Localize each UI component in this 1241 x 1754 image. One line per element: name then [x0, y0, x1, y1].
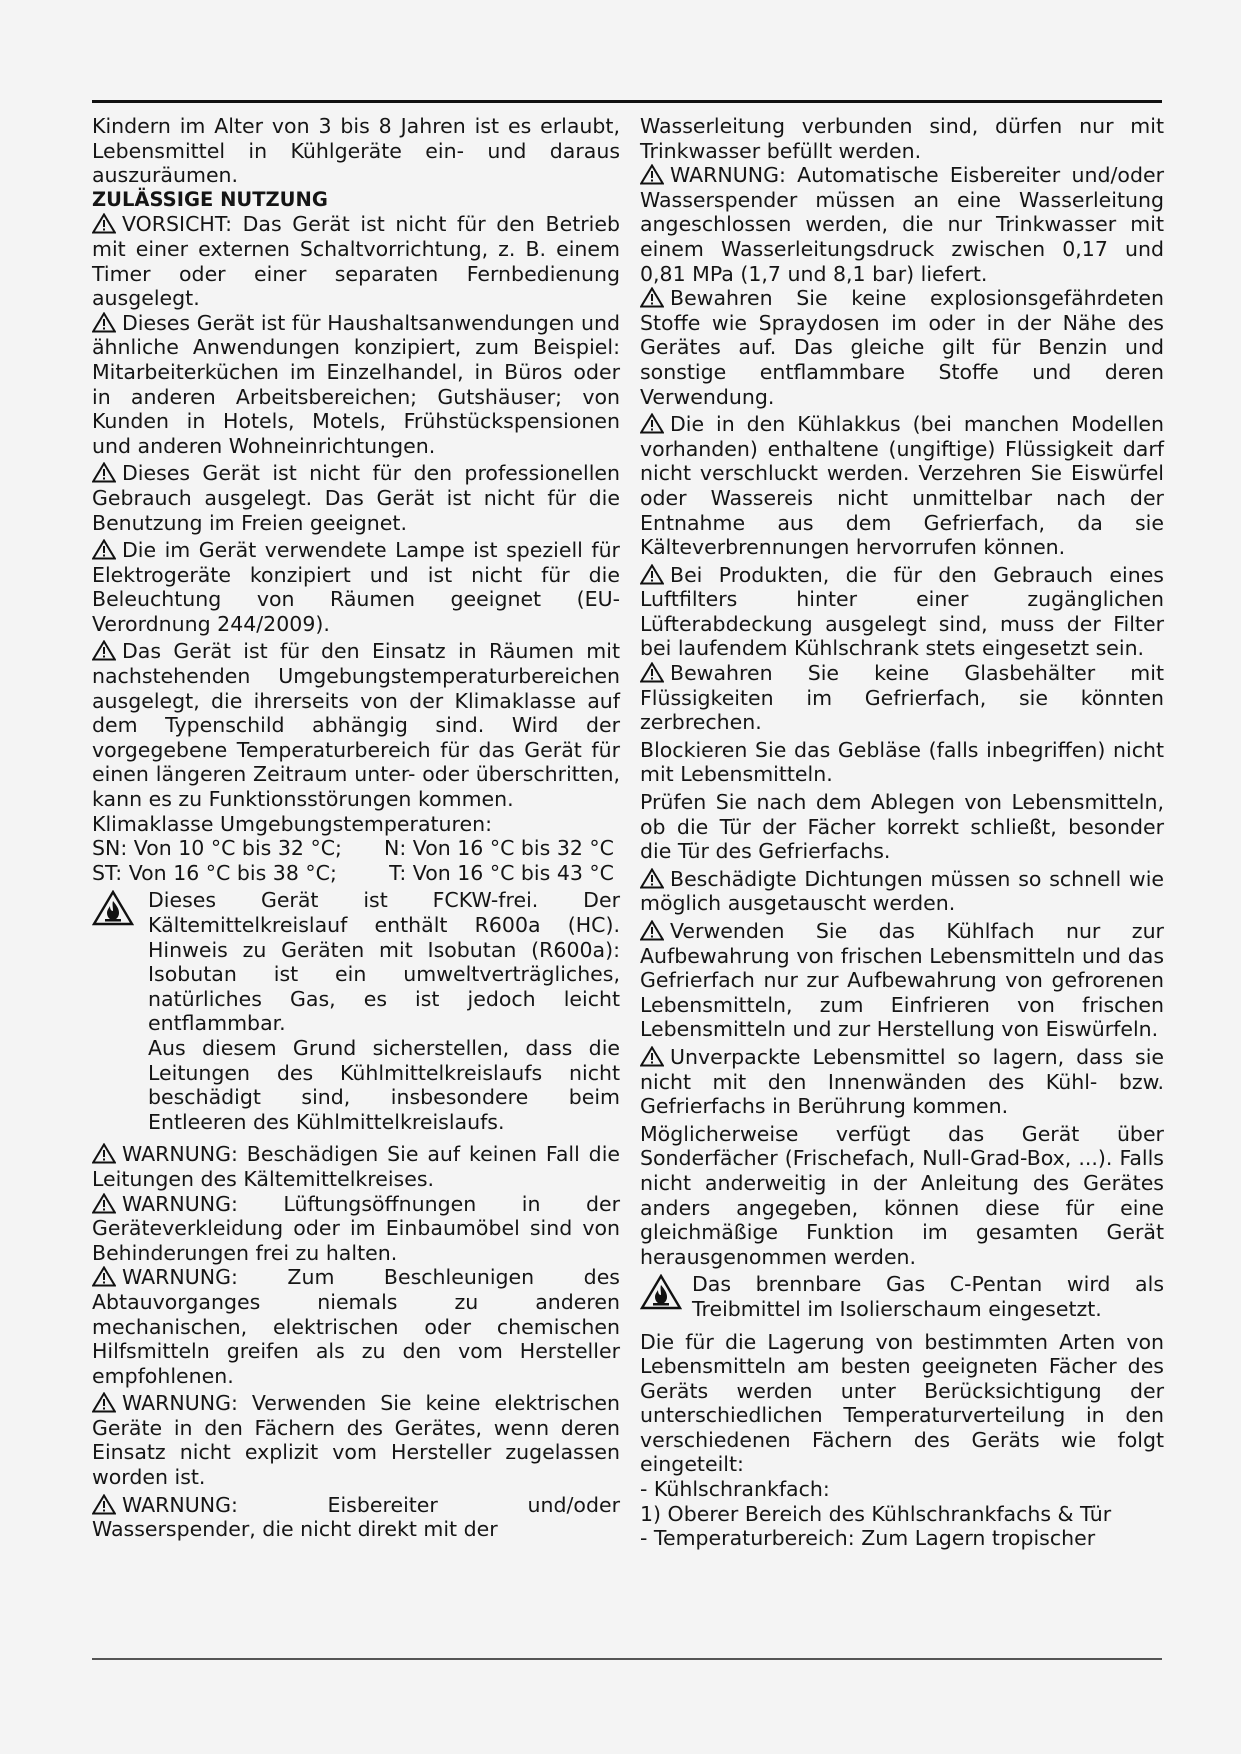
- climate-sn: SN: Von 10 °C bis 32 °C;: [92, 836, 342, 861]
- pentan-text: [692, 1272, 1164, 1321]
- warning-triangle-icon: [92, 1494, 116, 1515]
- pentan-block: [640, 1272, 1164, 1321]
- climate-row-2: [92, 861, 620, 886]
- geblaese-paragraph: Blockieren Sie das Gebläse (falls inbegriffen) nicht mit Lebensmitteln.: [640, 737, 1164, 787]
- glas-paragraph: Bewahren Sie keine Glasbehälter mit Flüssigkeiten im Gefrierfach, sie könnten zerbrechen.: [640, 661, 1164, 735]
- fckw-paragraph-1: Dieses Gerät ist FCKW-frei. Der Kältemittelkreislauf enthält R600a (HC). Hinweis zu Geräten mit Isobutan (R600a): Isobutan ist ein umweltverträgliches, natürliches Gas, es ist jedoch leicht entflammbar.: [148, 888, 620, 1036]
- climate-row-1: [92, 836, 620, 861]
- warnung-automatische-paragraph: WARNUNG: Automatische Eisbereiter und/oder Wasserspender müssen an eine Wasserleitung angeschlossen werden, die nur Trinkwasser mit einem Wasserleitungsdruck zwischen 0,17 und 0,81 MPa (1,7 und 8,1 bar) liefert.: [640, 163, 1164, 286]
- warning-triangle-icon: [92, 462, 116, 483]
- warning-triangle-icon: [92, 312, 116, 333]
- einsatz-paragraph: Das Gerät ist für den Einsatz in Räumen mit nachstehenden Umgebungstemperaturbereichen ausgelegt, die ihrerseits von der Klimaklasse auf dem Typenschild abhängig sind. Wird der vorgegebene Temperaturbereich für das Gerät für einen längeren Zeitraum unter- oder überschritten, kann es zu Funktionsstörungen kommen.: [92, 639, 620, 812]
- warning-triangle-icon: [92, 1193, 116, 1214]
- warning-triangle-icon: [92, 1392, 116, 1413]
- warning-triangle-icon: [92, 539, 116, 560]
- climate-n: N: Von 16 °C bis 32 °C: [384, 836, 614, 861]
- warning-triangle-icon: [640, 287, 664, 308]
- list-oberer-bereich: 1) Oberer Bereich des Kühlschrankfachs & Tür: [640, 1501, 1112, 1526]
- tuer-paragraph: Prüfen Sie nach dem Ablegen von Lebensmitteln, ob die Tür der Fächer korrekt schließt, besonder die Tür des Gefrierfachs.: [640, 790, 1164, 864]
- warning-triangle-icon: [640, 868, 664, 889]
- warnung-elektrisch-paragraph: WARNUNG: Verwenden Sie keine elektrischen Geräte in den Fächern des Gerätes, wenn deren Einsatz nicht explizit vom Hersteller zugelassen worden ist.: [92, 1391, 620, 1490]
- fckw-text: [148, 888, 620, 1134]
- left-column: [92, 114, 620, 1542]
- dichtungen-paragraph: Beschädigte Dichtungen müssen so schnell wie möglich ausgetauscht werden.: [640, 866, 1164, 916]
- list-kuehlschrankfach: - Kühlschrankfach:: [640, 1477, 830, 1502]
- continuation-paragraph: Wasserleitung verbunden sind, dürfen nur mit Trinkwasser befüllt werden.: [640, 114, 1164, 163]
- flammable-warning-icon: [92, 888, 134, 1134]
- right-column: [640, 114, 1164, 1551]
- climate-t: T: Von 16 °C bis 43 °C: [389, 860, 614, 885]
- intro-paragraph: Kindern im Alter von 3 bis 8 Jahren ist es erlaubt, Lebensmittel in Kühlgeräte ein- und daraus auszuräumen.: [92, 114, 620, 188]
- lampe-paragraph: Die im Gerät verwendete Lampe ist speziell für Elektrogeräte konzipiert und ist nicht für die Beleuchtung von Räumen geeignet (EU-Verordnung 244/2009).: [92, 538, 620, 636]
- warnung-abtau-paragraph: WARNUNG: Zum Beschleunigen des Abtauvorganges niemals zu anderen mechanischen, elektrischen oder chemischen Hilfsmitteln greifen als zu den vom Hersteller empfohlenen.: [92, 1265, 620, 1388]
- climate-st: ST: Von 16 °C bis 38 °C;: [92, 860, 337, 885]
- sonderfaecher-paragraph: Möglicherweise verfügt das Gerät über Sonderfächer (Frischefach, Null-Grad-Box, ...). Falls nicht anderweitig in der Anleitung des Gerätes anders angegeben, können diese für eine gleichmäßige Funktion im gesamten Gerät herausgenommen werden.: [640, 1121, 1164, 1269]
- kuehlfach-paragraph: Verwenden Sie das Kühlfach nur zur Aufbewahrung von frischen Lebensmitteln und das Gefrierfach nur zur Aufbewahrung von gefrorenen Lebensmitteln, zum Einfrieren von frischen Lebensmitteln und zur Herstellung von Eiswürfeln.: [640, 919, 1164, 1042]
- warnung-lueftung-paragraph: WARNUNG: Lüftungsöffnungen in der Geräteverkleidung oder im Einbaumöbel sind von Behinderungen frei zu halten.: [92, 1191, 620, 1265]
- warning-triangle-icon: [640, 920, 664, 941]
- unverpackt-paragraph: Unverpackte Lebensmittel so lagern, dass sie nicht mit den Innenwänden des Kühl- bzw. Gefrierfachs in Berührung kommen.: [640, 1044, 1164, 1119]
- warning-triangle-icon: [640, 413, 664, 434]
- climate-title: Klimaklasse Umgebungstemperaturen:: [92, 811, 493, 836]
- warnung-leitungen-paragraph: WARNUNG: Beschädigen Sie auf keinen Fall die Leitungen des Kältemittelkreises.: [92, 1142, 620, 1191]
- section-heading-zulaessige-nutzung: ZULÄSSIGE NUTZUNG: [92, 187, 328, 211]
- warnung-eisbereiter-paragraph: WARNUNG: Eisbereiter und/oder Wasserspender, die nicht direkt mit der: [92, 1492, 620, 1542]
- warning-triangle-icon: [640, 1046, 664, 1067]
- warning-triangle-icon: [640, 164, 664, 185]
- haushalt-paragraph: Dieses Gerät ist für Haushaltsanwendungen und ähnliche Anwendungen konzipiert, zum Beispiel: Mitarbeiterküchen im Einzelhandel, in Büros oder in anderen Arbeitsbereichen; Gutshäuser; von Kunden in Hotels, Motels, Frühstückspensionen und anderen Wohneinrichtungen.: [92, 310, 620, 458]
- warning-triangle-icon: [640, 564, 664, 585]
- fckw-block: [92, 888, 620, 1134]
- warning-triangle-icon: [640, 662, 664, 683]
- professionell-paragraph: Dieses Gerät ist nicht für den professionellen Gebrauch ausgelegt. Das Gerät ist nicht für die Benutzung im Freien geeignet.: [92, 461, 620, 535]
- bottom-rule: [92, 1658, 1162, 1660]
- explosion-paragraph: Bewahren Sie keine explosionsgefährdeten Stoffe wie Spraydosen im oder in der Nähe des Gerätes auf. Das gleiche gilt für Benzin und sonstige entflammbare Stoffe und deren Verwendung.: [640, 286, 1164, 409]
- list-temperaturbereich: - Temperaturbereich: Zum Lagern tropischer: [640, 1526, 1096, 1551]
- warning-triangle-icon: [92, 1266, 116, 1287]
- warning-triangle-icon: [92, 640, 116, 661]
- top-rule: [92, 100, 1162, 103]
- kuehlakkus-paragraph: Die in den Kühlakkus (bei manchen Modellen vorhanden) enthaltene (ungiftige) Flüssigkeit darf nicht verschluckt werden. Verzehren Sie Eiswürfel oder Wassereis nicht unmittelbar nach der Entnahme aus dem Gefrierfach, da sie Kälteverbrennungen hervorrufen können.: [640, 412, 1164, 560]
- flammable-warning-icon: [640, 1272, 682, 1321]
- lagerung-paragraph: Die für die Lagerung von bestimmten Arten von Lebensmitteln am besten geeigneten Fächer des Geräts werden unter Berücksichtigung der unterschiedlichen Temperaturverteilung in den verschiedenen Fächern des Geräts wie folgt eingeteilt:: [640, 1329, 1164, 1477]
- vorsicht-paragraph: VORSICHT: Das Gerät ist nicht für den Betrieb mit einer externen Schaltvorrichtung, z. B. einem Timer oder einer separaten Fernbedienung ausgelegt.: [92, 212, 620, 311]
- luftfilter-paragraph: Bei Produkten, die für den Gebrauch eines Luftfilters hinter einer zugänglichen Lüfterabdeckung ausgelegt sind, muss der Filter bei laufendem Kühlschrank stets eingesetzt sein.: [640, 562, 1164, 661]
- fckw-paragraph-2: Aus diesem Grund sicherstellen, dass die Leitungen des Kühlmittelkreislaufs nicht beschädigt sind, insbesondere beim Entleeren des Kühlmittelkreislaufs.: [148, 1035, 620, 1134]
- pentan-paragraph: Das brennbare Gas C-Pentan wird als Treibmittel im Isolierschaum eingesetzt.: [692, 1272, 1164, 1321]
- warning-triangle-icon: [92, 213, 116, 234]
- warning-triangle-icon: [92, 1143, 116, 1164]
